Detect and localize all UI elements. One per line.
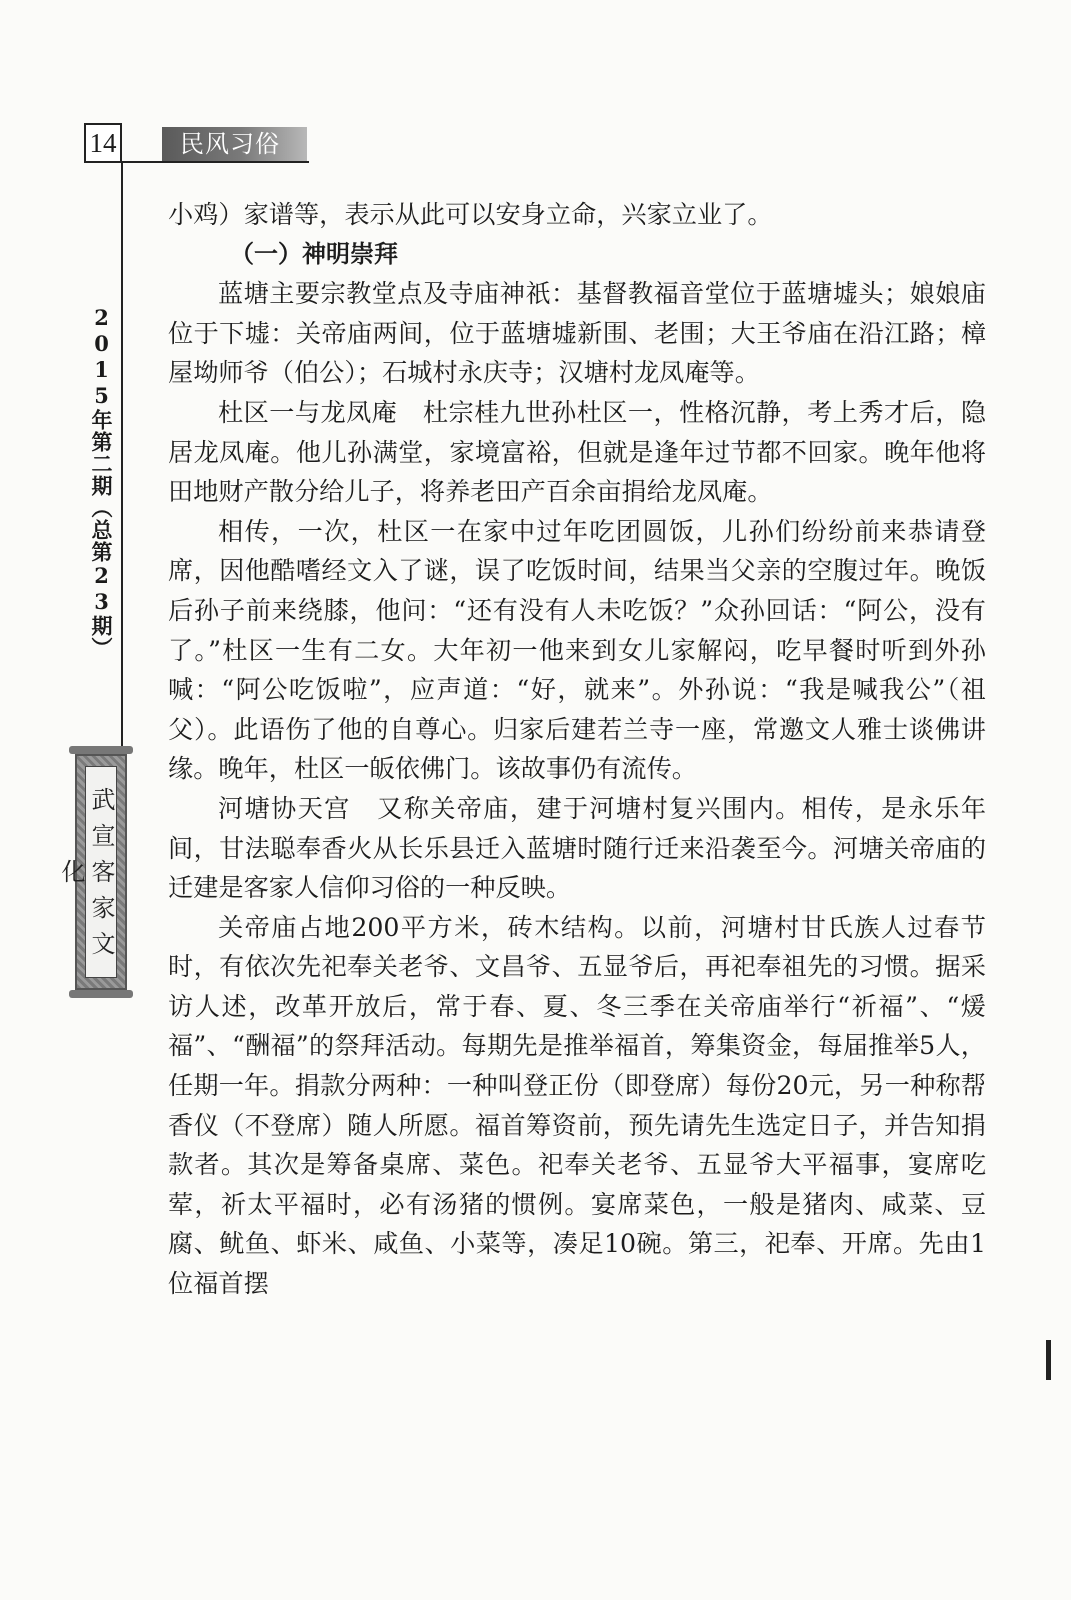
scroll-ornament — [57, 746, 133, 998]
section-title: 民风习俗 — [162, 127, 307, 161]
scroll-body — [57, 754, 127, 990]
article-body — [168, 195, 986, 1304]
paragraph: 蓝塘主要宗教堂点及寺庙神祇：基督教福音堂位于蓝塘墟头；娘娘庙位于下墟：关帝庙两间，位于蓝塘墟新围、老围；大王爷庙在沿江路；樟屋坳师爷（伯公）；石城村永庆寺；汉塘村龙凤庵等。 — [168, 279, 986, 388]
scroll-bottom-rod — [69, 990, 133, 998]
paragraph-continuation: 小鸡）家谱等，表示从此可以安身立命，兴家立业了。 — [168, 200, 773, 229]
page-edge-mark — [1046, 1340, 1051, 1380]
paragraph: 河塘协天宫 又称关帝庙，建于河塘村复兴围内。相传，是永乐年间，甘法聪奉香火从长乐县迁入蓝塘时随行迁来沿袭至今。河塘关帝庙的迁建是客家人信仰习俗的一种反映。 — [168, 793, 986, 903]
paragraph: 相传，一次，杜区一在家中过年吃团圆饭，儿孙们纷纷前来恭请登席，因他酷嗜经文入了谜，误了吃饭时间，结果当父亲的空腹过年。晚饭后孙子前来绕膝，他问：“还有没有人未吃饭？”众孙回话：“阿公，没有了。”杜区一生有二女。大年初一他来到女儿家解闷，吃早餐时听到外孙喊：“阿公吃饭啦”，应声道：“好，就来”。外孙说：“我是喊我公”（祖父）。此语伤了他的自尊心。归家后建若兰寺一座，常邀文人雅士谈佛讲缘。晚年，杜区一皈依佛门。该故事仍有流传。 — [168, 516, 986, 784]
section-heading: （一）神明崇拜 — [230, 239, 398, 268]
header-rule — [84, 161, 309, 163]
scroll-top-rod — [69, 746, 133, 754]
scroll-calligraphy-title: 武宣客家文化 — [85, 766, 117, 978]
page-number: 14 — [84, 123, 122, 163]
paragraph: 关帝庙占地200平方米，砖木结构。以前，河塘村甘氏族人过春节时，有依次先祀奉关老爷、文昌爷、五显爷后，再祀奉祖先的习惯。据采访人述，改革开放后，常于春、夏、冬三季在关帝庙举行“祈福”、“煖福”、“酬福”的祭拜活动。每期先是推举福首，筹集资金，每届推举5人，任期一年。捐款分两种：一种叫登正份（即登席）每份20元，另一种称帮香仪（不登席）随人所愿。福首筹资前，预先请先生选定日子，并告知捐款者。其次是筹备桌席、菜色。祀奉关老爷、五显爷大平福事，宴席吃荤，祈太平福时，必有汤猪的惯例。宴席菜色，一般是猪肉、咸菜、豆腐、鱿鱼、虾米、咸鱼、小菜等，凑足10碗。第三，祀奉、开席。先由1位福首摆 — [168, 912, 986, 1299]
margin-rule — [121, 161, 123, 753]
issue-label: 2015年第二期（总第23期） — [89, 305, 114, 659]
paragraph: 杜区一与龙凤庵 杜宗桂九世孙杜区一，性格沉静，考上秀才后，隐居龙凤庵。他儿孙满堂，家境富裕，但就是逢年过节都不回家。晚年他将田地财产散分给儿子，将养老田产百余亩捐给龙凤庵。 — [168, 397, 986, 507]
